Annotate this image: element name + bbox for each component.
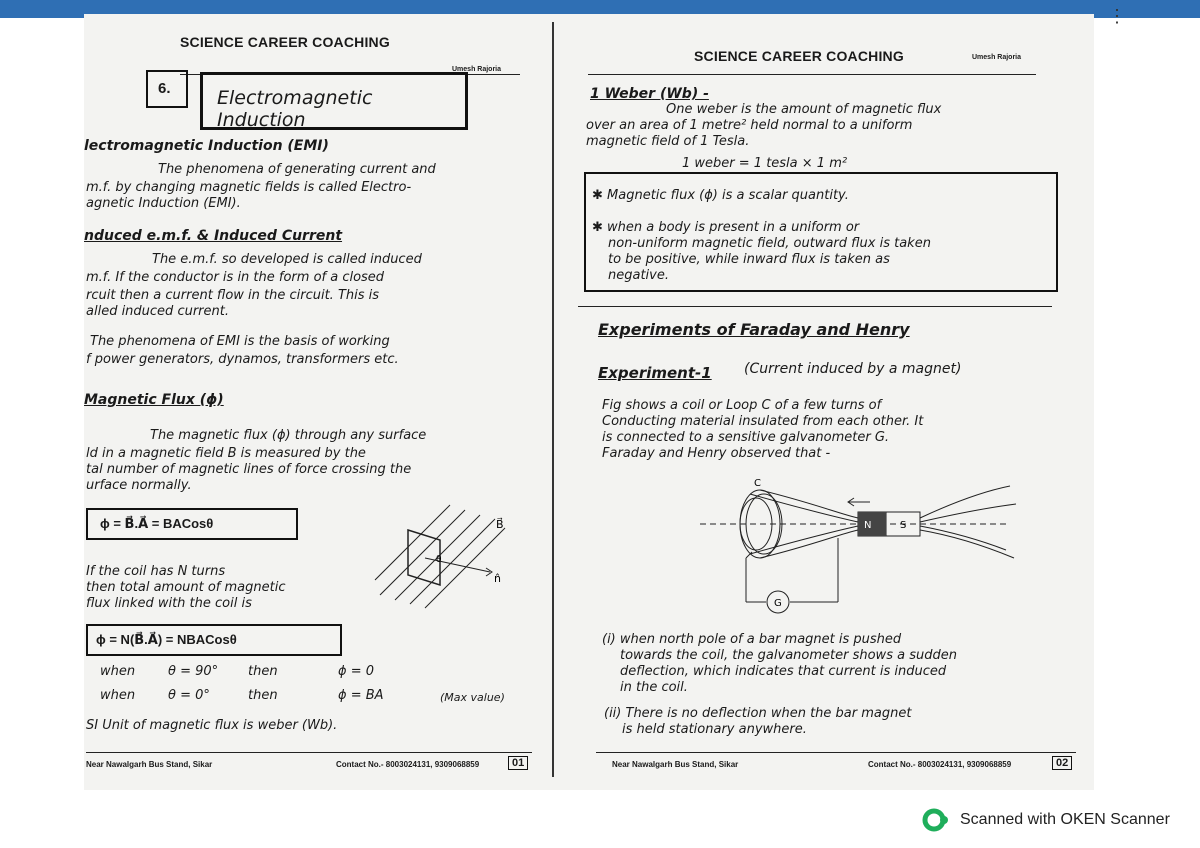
weber-line-1: One weber is the amount of magnetic flux <box>666 102 942 117</box>
exp-line-3: is connected to a sensitive galvanometer G. <box>602 430 890 445</box>
coil-line-3: flux linked with the coil is <box>86 596 252 611</box>
heading-experiments: Experiments of Faraday and Henry <box>598 320 910 339</box>
emi-line-2: m.f. by changing magnetic fields is called Electro- <box>86 180 412 195</box>
page-divider <box>552 22 554 777</box>
case-1-cond: θ = 90° <box>168 664 219 679</box>
note-line-5: negative. <box>608 268 669 283</box>
induced-line-3: rcuit then a current flow in the circuit. This is <box>86 288 380 303</box>
basis-line-1: The phenomena of EMI is the basis of working <box>90 334 390 349</box>
left-footer-address: Near Nawalgarh Bus Stand, Sikar <box>86 760 213 769</box>
exp-line-1: Fig shows a coil or Loop C of a few turns of <box>602 398 882 413</box>
obs1-line-3: deflection, which indicates that current is induced <box>620 664 947 679</box>
coil-line-1: If the coil has N turns <box>86 564 226 579</box>
note-line-3: non-uniform magnetic field, outward flux is taken <box>608 236 931 251</box>
heading-induced: nduced e.m.f. & Induced Current <box>84 228 343 244</box>
experiment-diagram <box>690 474 1030 614</box>
formula-1: ϕ = B⃗.A⃗ = BACosθ <box>100 516 214 531</box>
left-footer-rule <box>86 752 532 753</box>
si-unit-text: SI Unit of magnetic flux is weber (Wb). <box>86 718 338 733</box>
right-page-number: 02 <box>1052 756 1072 770</box>
south-pole-label: S <box>900 520 907 531</box>
heading-flux: Magnetic Flux (ϕ) <box>84 392 224 408</box>
note-line-1: ✱ Magnetic flux (ϕ) is a scalar quantity. <box>592 188 849 203</box>
right-author: Umesh Rajoria <box>972 54 1022 61</box>
induced-line-2: m.f. If the conductor is in the form of a closed <box>86 270 385 285</box>
obs2-line-1: (ii) There is no deflection when the bar magnet <box>604 706 912 721</box>
obs1-line-1: (i) when north pole of a bar magnet is pushed <box>602 632 902 647</box>
galvanometer-label: G <box>774 598 782 609</box>
right-header: SCIENCE CAREER COACHING <box>694 48 904 64</box>
scanner-label: Scanned with OKEN Scanner <box>960 811 1170 828</box>
case-2-result: ϕ = BA <box>338 688 384 703</box>
exp-line-2: Conducting material insulated from each other. It <box>602 414 924 429</box>
flux-line-1: The magnetic flux (ϕ) through any surface <box>150 428 427 443</box>
flux-line-2: ld in a magnetic field B is measured by the <box>86 446 366 461</box>
obs1-line-4: in the coil. <box>620 680 688 695</box>
case-1-when: when <box>100 664 136 679</box>
flux-diagram <box>370 500 520 610</box>
coil-label: C <box>754 478 761 489</box>
note-line-4: to be positive, while inward flux is taken as <box>608 252 890 267</box>
heading-emi: lectromagnetic Induction (EMI) <box>84 138 329 154</box>
induced-line-1: The e.m.f. so developed is called induced <box>152 252 422 267</box>
obs2-line-2: is held stationary anywhere. <box>622 722 807 737</box>
coil-line-2: then total amount of magnetic <box>86 580 286 595</box>
chapter-title: Electromagnetic Induction <box>217 87 373 131</box>
oken-logo-icon <box>922 808 952 832</box>
left-author: Umesh Rajoria <box>452 66 502 73</box>
case-1-result: ϕ = 0 <box>338 664 375 679</box>
case-2-when: when <box>100 688 136 703</box>
flux-line-3: tal number of magnetic lines of force crossing the <box>86 462 412 477</box>
note-box <box>584 172 1058 292</box>
case-2-note: (Max value) <box>440 691 505 704</box>
formula-box-1 <box>86 508 298 540</box>
left-page-number: 01 <box>508 756 528 770</box>
right-footer-address: Near Nawalgarh Bus Stand, Sikar <box>612 760 739 769</box>
right-header-rule <box>588 74 1036 75</box>
chapter-title-box <box>200 72 468 130</box>
emi-line-1: The phenomena of generating current and <box>158 162 436 177</box>
emi-line-3: agnetic Induction (EMI). <box>86 196 241 211</box>
left-footer-contact: Contact No.- 8003024131, 9309068859 <box>336 760 480 769</box>
exp-line-4: Faraday and Henry observed that - <box>602 446 831 461</box>
induced-line-4: alled induced current. <box>86 304 229 319</box>
angle-label: θ <box>436 555 442 565</box>
weber-line-2: over an area of 1 metre² held normal to a uniform <box>586 118 913 133</box>
case-2-then: then <box>248 688 278 703</box>
formula-2: ϕ = N(B⃗.A⃗) = NBACosθ <box>96 632 237 647</box>
formula-box-2 <box>86 624 342 656</box>
basis-line-2: f power generators, dynamos, transformers etc. <box>86 352 399 367</box>
section-rule <box>578 306 1052 307</box>
left-header: SCIENCE CAREER COACHING <box>180 34 390 50</box>
experiment-1-title: Experiment-1 <box>598 364 712 382</box>
normal-label: n̂ <box>494 572 501 585</box>
right-footer-rule <box>596 752 1076 753</box>
case-1-then: then <box>248 664 278 679</box>
right-footer-contact: Contact No.- 8003024131, 9309068859 <box>868 760 1012 769</box>
chapter-number: 6. <box>158 80 171 97</box>
north-pole-label: N <box>864 520 872 531</box>
heading-weber: 1 Weber (Wb) - <box>590 86 709 102</box>
note-line-2: ✱ when a body is present in a uniform or <box>592 220 860 235</box>
scanner-watermark <box>922 808 1170 832</box>
flux-line-4: urface normally. <box>86 478 192 493</box>
experiment-1-subtitle: (Current induced by a magnet) <box>744 361 962 377</box>
weber-equation: 1 weber = 1 tesla × 1 m² <box>682 156 848 171</box>
case-2-cond: θ = 0° <box>168 688 210 703</box>
weber-line-3: magnetic field of 1 Tesla. <box>586 134 750 149</box>
menu-icon[interactable]: ⋮ <box>1108 6 1126 26</box>
b-vector-label: B⃗ <box>496 518 504 531</box>
chapter-number-box <box>146 70 188 108</box>
obs1-line-2: towards the coil, the galvanometer shows a sudden <box>620 648 957 663</box>
